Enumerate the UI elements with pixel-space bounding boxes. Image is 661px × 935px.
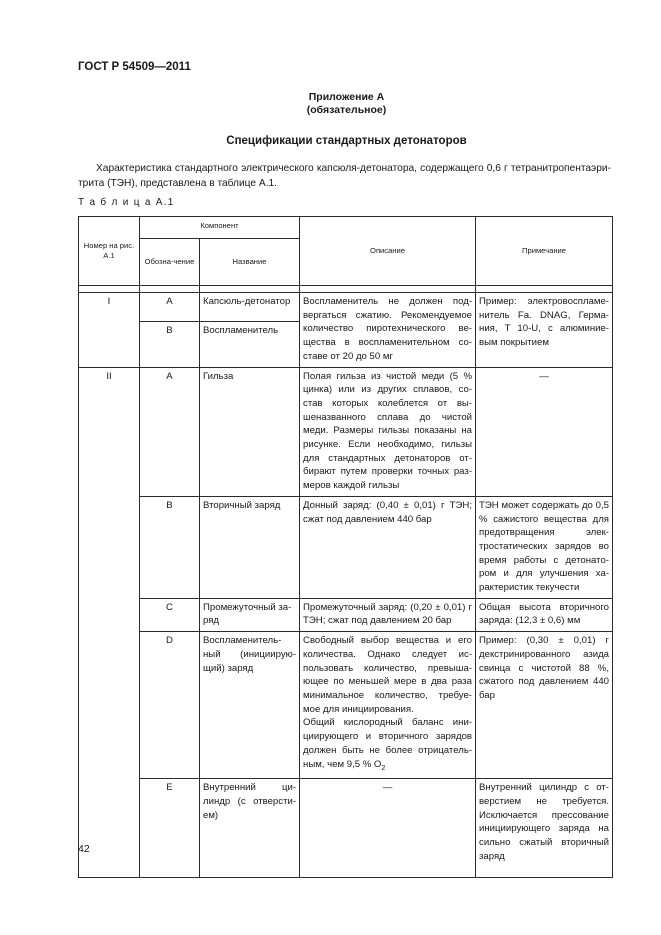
row-name: Воспламенитель xyxy=(200,321,300,367)
row-designation: B xyxy=(140,321,200,367)
row-note: — xyxy=(476,367,613,496)
row-number: II xyxy=(79,367,140,878)
row-designation: A xyxy=(140,293,200,322)
table-row xyxy=(79,367,613,496)
row-number: I xyxy=(79,293,140,368)
row-description: — xyxy=(300,779,476,878)
oxygen-balance-text: Общий кислородный баланс ини-циирующего и вторичного зарядов должен быть не более отрицатель-ным, чем 9,5 % O xyxy=(303,717,473,770)
oxygen-subscript: 2 xyxy=(381,764,386,772)
row-note: Пример: электровоспламе-нитель Fa. DNAG, Герма-ния, T 10-U, с алюминие-вым покрытием xyxy=(476,293,613,368)
appendix-heading xyxy=(0,91,661,117)
row-description: Воспламенитель не должен под-вергаться сжатию. Рекомендуемое количество пиротехнического ве-щества в воспламенительном со-ставе от 20 до 50 мг xyxy=(300,293,476,368)
row-name: Капсюль-детонатор xyxy=(200,293,300,322)
table-row xyxy=(79,496,613,598)
document-header: ГОСТ Р 54509—2011 xyxy=(78,61,191,73)
row-note: Общая высота вторичного заряда: (12,3 ± 0,6) мм xyxy=(476,598,613,631)
header-description: Описание xyxy=(300,217,476,286)
header-component: Компонент xyxy=(140,217,300,239)
appendix-title: Приложение А xyxy=(308,91,385,103)
row-description: Промежуточный заряд: (0,20 ± 0,01) г ТЭН; сжат под давлением 20 бар xyxy=(300,598,476,631)
row-description: Донный заряд: (0,40 ± 0,01) г ТЭН; сжат под давлением 440 бар xyxy=(300,496,476,598)
row-designation: E xyxy=(140,779,200,878)
table-spacer-row xyxy=(79,286,613,293)
row-designation: A xyxy=(140,367,200,496)
row-note: ТЭН может содержать до 0,5 % сажистого вещества для предотвращения элек-тростатических зарядов во время работы с детонато-ром и для улучшения ха-рактеристик текучести xyxy=(476,496,613,598)
row-name: Воспламенитель-ный (инициирую-щий) заряд xyxy=(200,632,300,779)
row-name: Промежуточный за-ряд xyxy=(200,598,300,631)
row-name: Гильза xyxy=(200,367,300,496)
row-note: Пример: (0,30 ± 0,01) г декстринированного азида свинца с чистотой 88 %, сжатого под давлением 440 бар xyxy=(476,632,613,779)
row-name: Вторичный заряд xyxy=(200,496,300,598)
table-row xyxy=(79,293,613,322)
table-row xyxy=(79,632,613,779)
header-number: Номер на рис. А.1 xyxy=(79,217,140,286)
header-note: Примечание xyxy=(476,217,613,286)
intro-paragraph: Характеристика стандартного электрического капсюля-детонатора, содержащего 0,6 г тетранитропентаэри-трита (ТЭН), представлена в таблице А.1. xyxy=(78,163,611,189)
row-designation: B xyxy=(140,496,200,598)
description-part-oxygen xyxy=(303,716,472,775)
row-name: Внутренний ци-линдр (с отверсти-ем) xyxy=(200,779,300,878)
row-designation: D xyxy=(140,632,200,779)
row-description: Полая гильза из чистой меди (5 % цинка) или из других сплавов, со-став которых колеблется от вы-шеназванного сплава до чистой меди. Размеры гильзы показаны на рисунке. Если необходимо, гильзы для стандартных детонаторов от-бирают путем проверки точных раз-меров каждой гильзы xyxy=(300,367,476,496)
specification-table xyxy=(78,216,613,878)
row-note: Внутренний цилиндр с от-верстием не требуется. Исключается прессование инициирующего заряда на сильно сжатый вторичный заряд xyxy=(476,779,613,878)
appendix-subtitle: (обязательное) xyxy=(306,104,387,116)
table-row xyxy=(79,598,613,631)
row-description xyxy=(300,632,476,779)
page-number: 42 xyxy=(78,843,90,855)
table-row xyxy=(79,779,613,878)
section-title: Спецификации стандартных детонаторов xyxy=(226,135,467,147)
header-name: Название xyxy=(200,239,300,286)
description-part: Свободный выбор вещества и его количества. Однако следует ис-пользовать количество, превыша-ющее по меньшей мере в два раза минимальное количество, требуе-мое для инициирования. xyxy=(303,635,473,715)
table-label: Т а б л и ц а А.1 xyxy=(78,197,175,208)
row-designation: C xyxy=(140,598,200,631)
header-designation: Обозна-чение xyxy=(140,239,200,286)
